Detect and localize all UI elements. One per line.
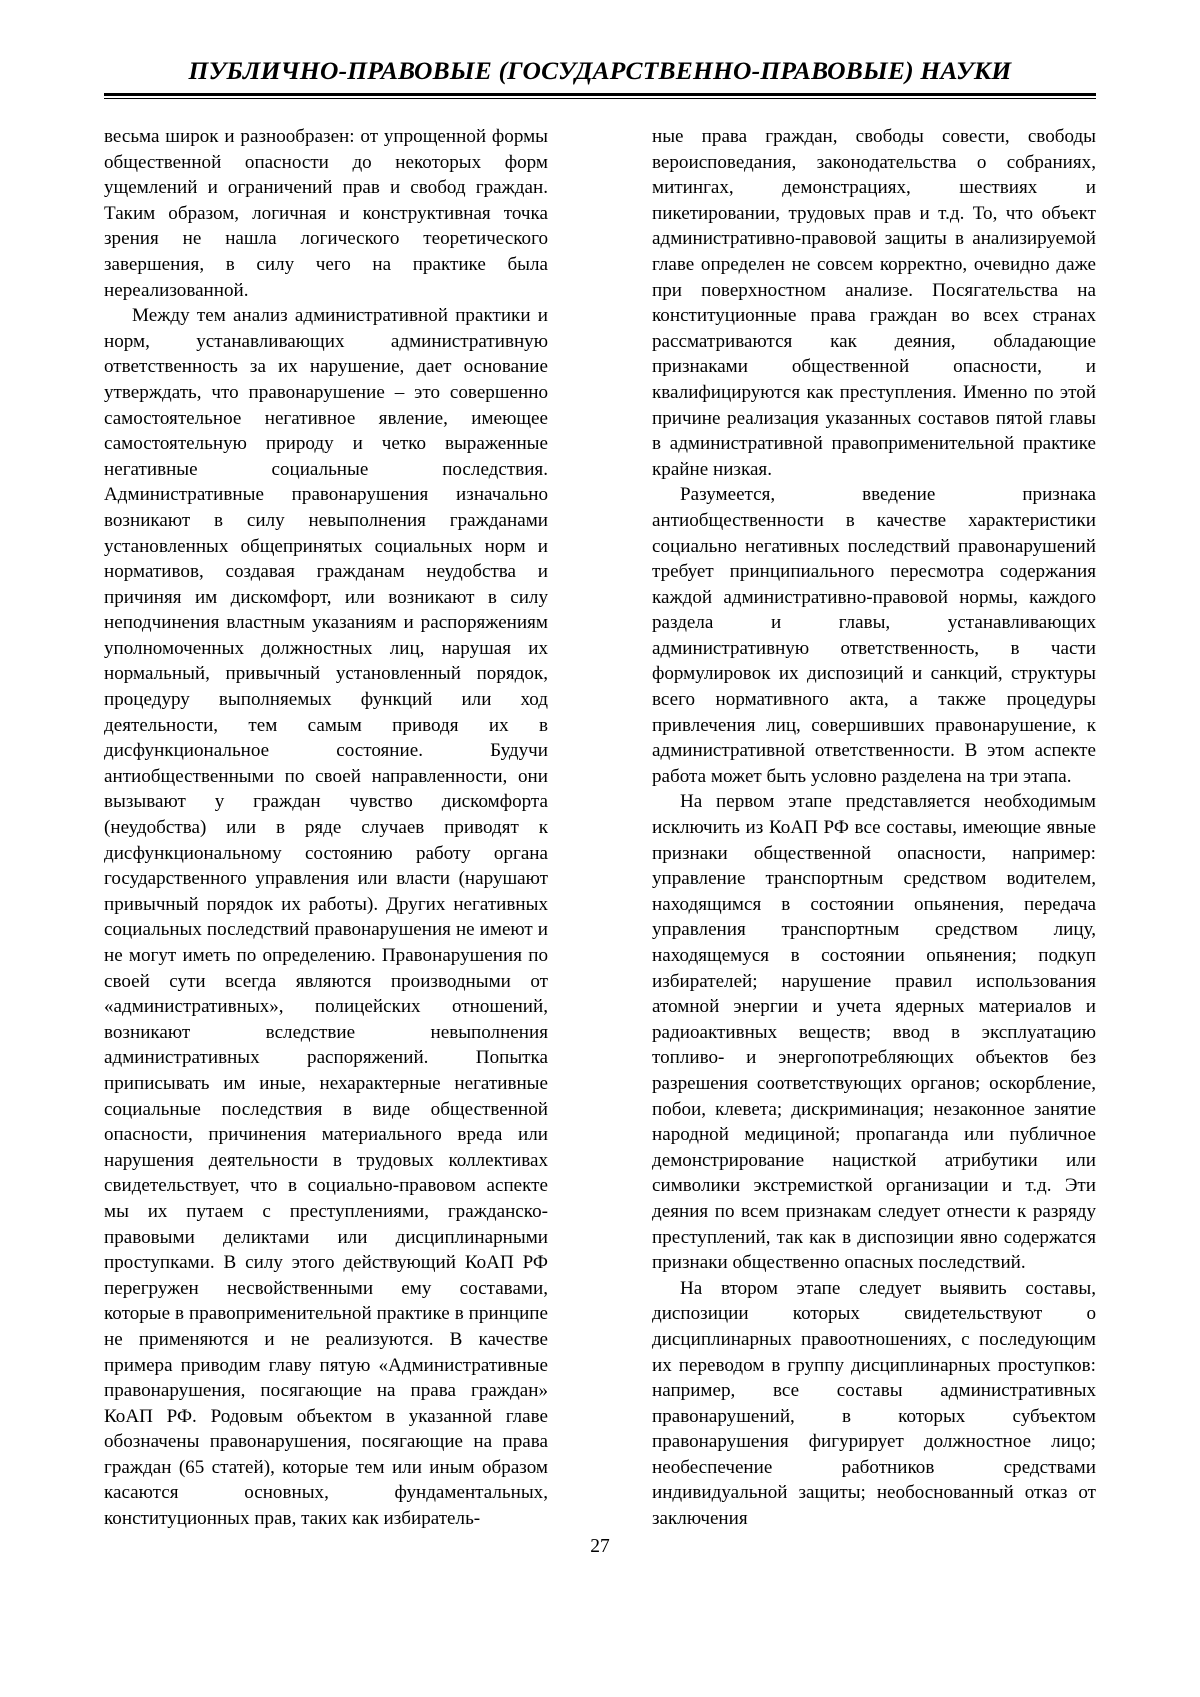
header-rule-thin [104, 98, 1096, 99]
paragraph: На втором этапе следует выявить составы, диспозиции которых свидетельствуют о дисциплинарных правоотношениях, с последующим их переводом в группу дисциплинарных проступков: например, все составы административных правонарушений, в которых субъектом правонарушения фигурирует должностное лицо; необеспечение работников средствами индивидуальной защиты; необоснованный отказ от заключения [652, 1277, 1096, 1530]
paragraph: Разумеется, введение признака антиобщественности в качестве характеристики социально негативных последствий правонарушений требует принципиального пересмотра содержания каждой административно-правовой нормы, каждого раздела и главы, устанавливающих административную ответственность, в части формулировок их диспозиций и санкций, структуры всего нормативного акта, а также процедуры привлечения лиц, совершивших правонарушение, к административной ответственности. В этом аспекте работа может быть условно разделена на три этапа. [652, 484, 1096, 787]
page-number: 27 [590, 1536, 610, 1557]
paragraph: Между тем анализ административной практики и норм, устанавливающих административную ответственность за их нарушение, дает основание утверждать, что правонарушение – это совершенно самостоятельное негативное явление, имеющее самостоятельную природу и четко выраженные негативные социальные последствия. Административные правонарушения изначально возникают в силу невыполнения гражданами установленных общепринятых социальных норм и нормативов, создавая гражданам неудобства и причиняя им дискомфорт, или возникают в силу неподчинения властным указаниям и распоряжениям уполномоченных должностных лиц, нарушая их нормальный, привычный установленный порядок, процедуру выполняемых функций или ход деятельности, тем самым приводя их в дисфункциональное состояние. Будучи антиобщественными по своей направленности, они вызывают у граждан чувство дискомфорта (неудобства) или в ряде случаев приводят к дисфункциональному состоянию работу органа государственного управления или власти (нарушают привычный порядок их работы). Других негативных социальных последствий правонарушения не имеют и не могут иметь по определению. Правонарушения по своей сути всегда являются производными от «административных», полицейских отношений, возникают вследствие невыполнения административных распоряжений. Попытка приписывать им иные, нехарактерные негативные социальные последствия в виде общественной опасности, причинения материального вреда или нарушения деятельности в трудовых коллективах свидетельствует, что в социально-правовом аспекте мы их путаем с преступлениями, гражданско-правовыми деликтами или дисциплинарными проступками. В силу этого действующий КоАП РФ перегружен несвойственными ему составами, которые в правоприменительной практике в принципе не применяются и не реализуются. В качестве примера приводим главу пятую «Административные правонарушения, посягающие на права граждан» КоАП РФ. Родовым объектом в указанной главе обозначены правонарушения, посягающие на права граждан (65 статей), которые тем или иным образом касаются основных, фундаментальных, конституционных прав, таких как избиратель- [104, 305, 548, 1530]
paragraph: На первом этапе представляется необходимым исключить из КоАП РФ все составы, имеющие явные признаки общественной опасности, например: управление транспортным средством водителем, находящимся в состоянии опьянения, передача управления транспортным средством лицу, находящемуся в состоянии опьянения; подкуп избирателей; нарушение правил использования атомной энергии и учета ядерных материалов и радиоактивных веществ; ввод в эксплуатацию топливо- и энергопотребляющих объектов без разрешения соответствующих органов; оскорбление, побои, клевета; дискриминация; незаконное занятие народной медициной; пропаганда или публичное демонстрирование нацисткой атрибутики или символики экстремисткой организации и т.д. Эти деяния по всем признакам следует отнести к разряду преступлений, так как в диспозиции явно содержатся признаки общественно опасных последствий. [652, 791, 1096, 1274]
body-columns [104, 124, 1096, 1532]
paragraph: весьма широк и разнообразен: от упрощенной формы общественной опасности до некоторых форм ущемлений и ограничений прав и свобод граждан. Таким образом, логичная и конструктивная точка зрения не нашла логического теоретического завершения, в силу чего на практике была нереализованной. [104, 126, 548, 301]
right-column [652, 124, 1096, 1532]
paragraph: ные права граждан, свободы совести, свободы вероисповедания, законодательства о собраниях, митингах, демонстрациях, шествиях и пикетировании, трудовых прав и т.д. То, что объект административно-правовой защиты в анализируемой главе определен не совсем корректно, очевидно даже при поверхностном анализе. Посягательства на конституционные права граждан во всех странах рассматриваются как деяния, обладающие признаками общественной опасности, и квалифицируются как преступления. Именно по этой причине реализация указанных составов пятой главы в административной правоприменительной практике крайне низкая. [652, 126, 1096, 480]
page-header-title: ПУБЛИЧНО-ПРАВОВЫЕ (ГОСУДАРСТВЕННО-ПРАВОВЫЕ) НАУКИ [188, 56, 1012, 85]
header-rule-thick [104, 93, 1096, 96]
left-column [104, 124, 548, 1532]
page-header [104, 56, 1096, 99]
